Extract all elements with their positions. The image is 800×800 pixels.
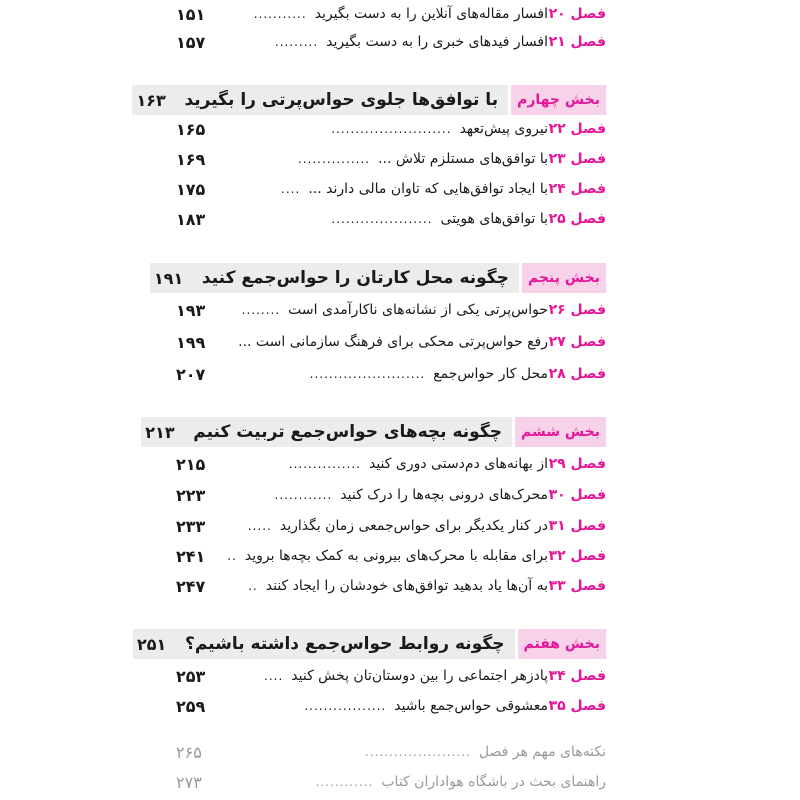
- page-number: ۲۵۹: [176, 696, 206, 716]
- chapter-title: با توافق‌های مستلزم تلاش ...: [378, 151, 548, 167]
- page-number: ۲۶۵: [176, 742, 202, 762]
- chapter-label: فصل ۲۶: [548, 302, 606, 318]
- leader-dots: .................: [304, 699, 387, 713]
- entry-title: راهنمای بحث در باشگاه هواداران کتاب: [381, 774, 606, 790]
- part-band: [141, 417, 512, 447]
- page-number: ۲۷۳: [176, 772, 202, 792]
- leader-dots: ...............: [288, 457, 361, 471]
- leader-dots: ........................: [309, 367, 426, 381]
- leader-dots: ..: [227, 549, 237, 563]
- chapter-title: در کنار یکدیگر برای حواس‌جمعی زمان بگذارید: [279, 518, 548, 534]
- toc-entry-chapter-20[interactable]: [176, 0, 606, 28]
- toc-entry-chapter-31[interactable]: [176, 512, 606, 540]
- page-number: ۲۴۷: [176, 576, 206, 596]
- toc-part-4[interactable]: [136, 85, 606, 115]
- page-number: ۲۰۷: [176, 364, 206, 384]
- part-label: بخش ششم: [515, 417, 606, 447]
- page-number: ۱۶۹: [176, 149, 206, 169]
- chapter-label: فصل ۳۳: [548, 578, 606, 594]
- part-label: بخش پنجم: [522, 263, 606, 293]
- chapter-label: فصل ۲۸: [548, 366, 606, 382]
- chapter-title: نیروی پیش‌تعهد: [459, 121, 548, 137]
- toc-entry-chapter-24[interactable]: [176, 175, 606, 203]
- leader-dots: ............: [315, 775, 374, 789]
- chapter-label: فصل ۳۵: [548, 698, 606, 714]
- chapter-title: افسار فیدهای خبری را به دست بگیرید: [326, 34, 548, 50]
- page-number: ۱۸۳: [176, 209, 206, 229]
- toc-part-7[interactable]: [136, 629, 606, 659]
- leader-dots: ....: [264, 669, 284, 683]
- leader-dots: .....................: [331, 212, 433, 226]
- toc-part-6[interactable]: [145, 417, 606, 447]
- part-label: بخش چهارم: [511, 85, 606, 115]
- part-title: با توافق‌ها جلوی حواس‌پرتی را بگیرید: [184, 90, 499, 110]
- page-number: ۲۱۵: [176, 454, 206, 474]
- toc-entry-chapter-32[interactable]: [176, 542, 606, 570]
- chapter-label: فصل ۳۱: [548, 518, 606, 534]
- chapter-label: فصل ۲۱: [548, 34, 606, 50]
- toc-entry-chapter-27[interactable]: [176, 328, 606, 356]
- chapter-title: از بهانه‌های دم‌دستی دوری کنید: [368, 456, 548, 472]
- page-number: ۱۷۵: [176, 179, 206, 199]
- page-number: ۲۱۳: [145, 422, 175, 442]
- toc-entry-chapter-34[interactable]: [176, 662, 606, 690]
- toc-entry-chapter-35[interactable]: [176, 692, 606, 720]
- toc-part-5[interactable]: [153, 263, 606, 293]
- page-number: ۱۶۵: [176, 119, 206, 139]
- chapter-title: با توافق‌های هویتی: [440, 211, 548, 227]
- page-number: ۲۵۳: [176, 666, 206, 686]
- chapter-label: فصل ۲۷: [548, 334, 606, 350]
- page-number: ۱۹۳: [176, 300, 206, 320]
- chapter-label: فصل ۲۹: [548, 456, 606, 472]
- page-number: ۱۵۱: [176, 4, 206, 24]
- chapter-label: فصل ۳۲: [548, 548, 606, 564]
- leader-dots: .....: [247, 519, 272, 533]
- part-band: [133, 629, 515, 659]
- part-title: چگونه بچه‌های حواس‌جمع تربیت کنیم: [193, 422, 502, 442]
- part-title: چگونه روابط حواس‌جمع داشته باشیم؟: [184, 634, 505, 654]
- toc-entry-notes[interactable]: [176, 738, 606, 766]
- chapter-label: فصل ۳۴: [548, 668, 606, 684]
- chapter-title: رفع حواس‌پرتی محکی برای فرهنگ سازمانی است ...: [238, 334, 548, 350]
- chapter-label: فصل ۲۳: [548, 151, 606, 167]
- part-title: چگونه محل کارتان را حواس‌جمع کنید: [201, 268, 509, 288]
- toc-entry-chapter-29[interactable]: [176, 450, 606, 478]
- leader-dots: ...............: [297, 152, 371, 166]
- chapter-label: فصل ۳۰: [548, 487, 606, 503]
- chapter-title: با ایجاد توافق‌هایی که تاوان مالی دارند ...: [308, 181, 548, 197]
- toc-entry-chapter-33[interactable]: [176, 572, 606, 600]
- chapter-title: پادزهر اجتماعی را بین دوستان‌تان پخش کنید: [291, 668, 548, 684]
- leader-dots: .........................: [331, 122, 452, 136]
- part-band: [132, 85, 508, 115]
- chapter-title: به آن‌ها یاد بدهید توافق‌های خودشان را ایجاد کنند: [265, 578, 548, 594]
- leader-dots: ............: [274, 488, 333, 502]
- leader-dots: .........: [274, 35, 319, 49]
- page-number: ۲۳۳: [176, 516, 206, 536]
- chapter-title: حواس‌پرتی یکی از نشانه‌های ناکارآمدی است: [288, 302, 548, 318]
- leader-dots: ......................: [364, 745, 471, 759]
- leader-dots: ..: [248, 579, 258, 593]
- page-number: ۲۴۱: [176, 546, 206, 566]
- part-label: بخش هفتم: [518, 629, 607, 659]
- chapter-title: معشوقی حواس‌جمع باشید: [394, 698, 548, 714]
- leader-dots: ....: [281, 182, 301, 196]
- page-number: ۱۶۳: [136, 90, 166, 110]
- leader-dots: ...........: [253, 7, 307, 21]
- toc-entry-discussion-guide[interactable]: [176, 768, 606, 796]
- chapter-title: محل کار حواس‌جمع: [433, 366, 548, 382]
- toc-entry-chapter-23[interactable]: [176, 145, 606, 173]
- toc-entry-chapter-26[interactable]: [176, 296, 606, 324]
- page-number: ۱۵۷: [176, 32, 206, 52]
- part-band: [150, 263, 519, 293]
- entry-title: نکته‌های مهم هر فصل: [478, 744, 606, 760]
- chapter-label: فصل ۲۴: [548, 181, 606, 197]
- toc-entry-chapter-28[interactable]: [176, 360, 606, 388]
- chapter-label: فصل ۲۰: [548, 6, 606, 22]
- toc-entry-chapter-21[interactable]: [176, 28, 606, 56]
- chapter-label: فصل ۲۵: [548, 211, 606, 227]
- toc-entry-chapter-22[interactable]: [176, 115, 606, 143]
- chapter-title: محرک‌های درونی بچه‌ها را درک کنید: [340, 487, 548, 503]
- page-number: ۲۵۱: [136, 634, 167, 654]
- leader-dots: ........: [241, 303, 281, 317]
- page-number: ۱۹۱: [153, 268, 184, 288]
- page-number: ۲۲۳: [176, 485, 206, 505]
- chapter-label: فصل ۲۲: [548, 121, 606, 137]
- chapter-title: افسار مقاله‌های آنلاین را به دست بگیرید: [314, 6, 548, 22]
- toc-entry-chapter-25[interactable]: [176, 205, 606, 233]
- chapter-title: برای مقابله با محرک‌های بیرونی به کمک بچه‌ها بروید: [244, 548, 548, 564]
- toc-entry-chapter-30[interactable]: [176, 481, 606, 509]
- page-number: ۱۹۹: [176, 332, 206, 352]
